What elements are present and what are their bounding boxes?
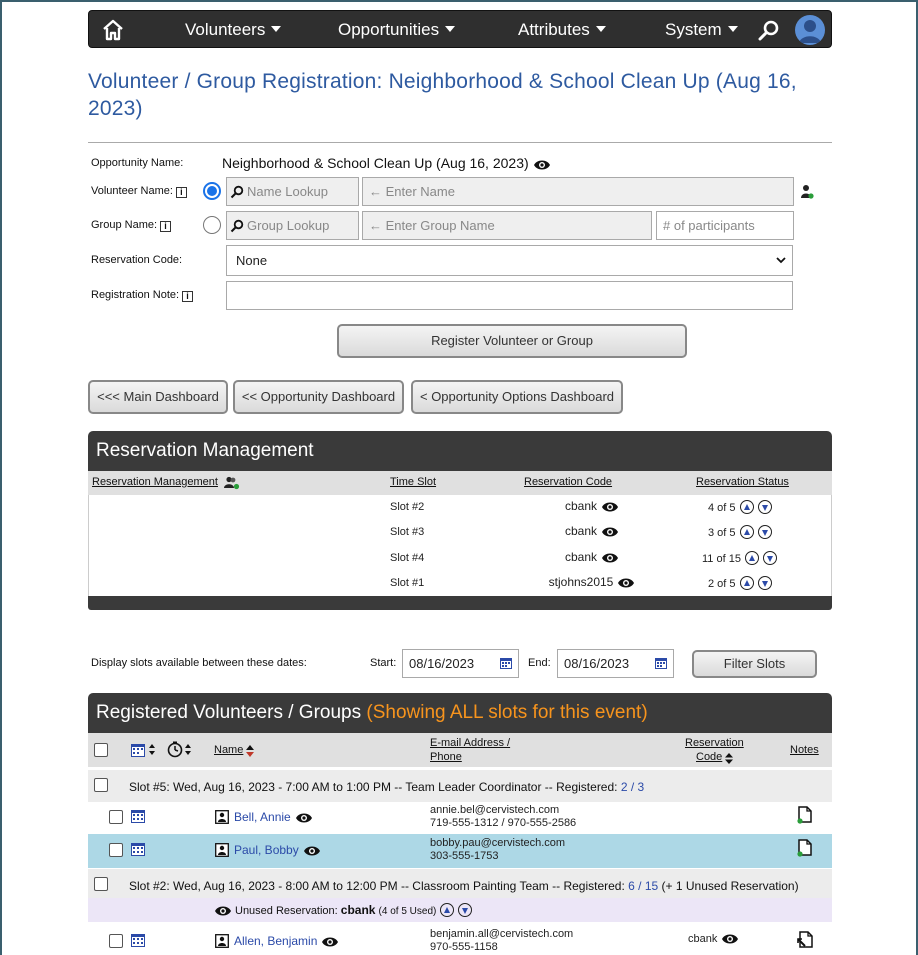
notes-column[interactable]: Notes <box>790 744 819 756</box>
info-icon[interactable]: i <box>182 291 193 302</box>
row-checkbox[interactable] <box>109 810 123 824</box>
time-slot-column[interactable]: Time Slot <box>390 476 437 488</box>
calendar-icon[interactable] <box>499 656 513 670</box>
reservation-status-cell: 2 of 5 <box>708 576 772 590</box>
name-column[interactable]: Name <box>214 744 244 756</box>
start-date-input[interactable]: 08/16/2023 <box>402 649 519 678</box>
arrow-down-icon[interactable] <box>763 551 777 565</box>
nav-attributes[interactable]: Attributes <box>518 20 606 40</box>
end-label: End: <box>528 657 551 669</box>
search-icon <box>230 185 244 199</box>
reservation-code-cell: cbank <box>542 550 642 564</box>
volunteer-name-link[interactable]: Bell, Annie <box>234 810 313 824</box>
row-checkbox[interactable] <box>109 934 123 948</box>
row-checkbox[interactable] <box>109 843 123 857</box>
end-date-input[interactable]: 08/16/2023 <box>557 649 674 678</box>
reservation-status-cell: 4 of 5 <box>708 500 772 514</box>
volunteer-name-link[interactable]: Allen, Benjamin <box>234 934 339 948</box>
volunteer-radio[interactable] <box>203 182 221 200</box>
filter-slots-button[interactable]: Filter Slots <box>692 650 817 678</box>
opportunity-dashboard-button[interactable]: << Opportunity Dashboard <box>233 380 404 414</box>
calendar-icon[interactable] <box>654 656 668 670</box>
date-filter-label: Display slots available between these dates: <box>91 657 307 669</box>
chevron-down-icon <box>271 26 281 32</box>
nav-system[interactable]: System <box>665 20 738 40</box>
group-radio[interactable] <box>203 216 221 234</box>
arrow-up-icon[interactable] <box>740 576 754 590</box>
unused-reservation-text: Unused Reservation: cbank (4 of 5 Used) <box>214 903 472 917</box>
chevron-down-icon <box>776 257 786 264</box>
volunteer-lookup-input[interactable]: Name Lookup <box>226 177 359 206</box>
participants-input[interactable]: # of participants <box>656 211 794 240</box>
calendar-icon[interactable] <box>130 842 146 857</box>
calendar-icon[interactable] <box>130 933 146 948</box>
eye-icon[interactable] <box>601 501 619 513</box>
reservation-code-column-bottom[interactable]: Code <box>696 751 723 763</box>
email-column[interactable]: E-mail Address / <box>430 737 511 749</box>
contact-info: benjamin.all@cervistech.com 970-555-1158 <box>430 928 574 953</box>
edit-note-icon[interactable] <box>797 931 814 948</box>
contact-info: annie.bel@cervistech.com 719-555-1312 / 970-555-2586 <box>430 804 577 829</box>
reservation-code-column[interactable]: Reservation Code <box>524 476 613 488</box>
opportunity-name-label: Opportunity Name: <box>91 157 184 169</box>
info-icon[interactable]: i <box>176 187 187 198</box>
registration-note-label: Registration Note: i <box>91 289 193 302</box>
reservation-code-cell: cbank <box>542 499 642 513</box>
contact-card-icon[interactable] <box>215 934 229 948</box>
calendar-sort-icon[interactable] <box>130 742 156 758</box>
group-lookup-input[interactable]: Group Lookup <box>226 211 359 240</box>
arrow-down-icon[interactable] <box>758 500 772 514</box>
group-name-label: Group Name: i <box>91 219 171 232</box>
volunteer-name-input[interactable]: ← Enter Name <box>362 177 794 206</box>
arrow-up-icon[interactable] <box>740 500 754 514</box>
reservation-panel-footer <box>88 596 832 610</box>
arrow-down-icon[interactable] <box>458 903 472 917</box>
time-slot-cell: Slot #3 <box>390 526 425 538</box>
note-icon[interactable] <box>797 806 813 824</box>
reservation-code-column-top[interactable]: Reservation <box>685 737 744 749</box>
phone-column[interactable]: Phone <box>430 751 462 763</box>
slot-checkbox[interactable] <box>94 778 108 792</box>
group-manage-icon[interactable] <box>224 476 240 490</box>
volunteer-name-label: Volunteer Name: i <box>91 185 187 198</box>
slot-5-heading: Slot #5: Wed, Aug 16, 2023 - 7:00 AM to 1:00 PM -- Team Leader Coordinator -- Registered: 2 / 3 <box>129 780 645 794</box>
arrow-up-icon[interactable] <box>440 903 454 917</box>
contact-card-icon[interactable] <box>215 843 229 857</box>
home-icon[interactable] <box>101 18 125 42</box>
reservation-code-label: Reservation Code: <box>91 254 183 266</box>
arrow-up-icon[interactable] <box>740 525 754 539</box>
eye-icon[interactable] <box>321 936 339 948</box>
time-slot-cell: Slot #2 <box>390 501 425 513</box>
main-dashboard-button[interactable]: <<< Main Dashboard <box>88 380 228 414</box>
arrow-up-icon[interactable] <box>745 551 759 565</box>
nav-volunteers[interactable]: Volunteers <box>185 20 281 40</box>
add-person-icon[interactable] <box>800 184 814 200</box>
volunteer-name-link[interactable]: Paul, Bobby <box>234 843 321 857</box>
sort-icon[interactable] <box>725 753 733 764</box>
time-slot-cell: Slot #4 <box>390 552 425 564</box>
contact-info: bobby.pau@cervistech.com 303-555-1753 <box>430 837 566 862</box>
arrow-down-icon[interactable] <box>758 525 772 539</box>
clock-sort-icon[interactable] <box>167 741 193 758</box>
search-icon <box>230 219 244 233</box>
eye-icon[interactable] <box>601 552 619 564</box>
divider <box>88 142 832 143</box>
time-slot-cell: Slot #1 <box>390 577 425 589</box>
sort-icon[interactable] <box>246 745 254 757</box>
search-icon[interactable] <box>757 19 781 43</box>
group-name-input[interactable]: ← Enter Group Name <box>362 211 652 240</box>
reservation-status-column[interactable]: Reservation Status <box>696 476 789 488</box>
calendar-icon[interactable] <box>130 809 146 824</box>
registration-note-input[interactable] <box>226 281 793 310</box>
reservation-code-cell: cbank <box>688 933 739 945</box>
registered-panel-header: Registered Volunteers / Groups (Showing ALL slots for this event) <box>88 693 832 733</box>
eye-icon[interactable] <box>533 159 551 171</box>
contact-card-icon[interactable] <box>215 810 229 824</box>
opportunity-name-value: Neighborhood & School Clean Up (Aug 16, 2023) <box>222 155 551 171</box>
reservation-code-select[interactable]: None <box>226 245 793 276</box>
eye-icon[interactable] <box>721 933 739 945</box>
eye-icon[interactable] <box>214 905 232 917</box>
note-icon[interactable] <box>797 839 813 857</box>
info-icon[interactable]: i <box>160 221 171 232</box>
reservation-code-cell: cbank <box>542 524 642 538</box>
page-title: Volunteer / Group Registration: Neighborhood & School Clean Up (Aug 16, 2023) <box>88 70 797 120</box>
select-all-checkbox[interactable] <box>94 743 108 757</box>
user-avatar[interactable] <box>795 15 825 45</box>
eye-icon[interactable] <box>303 845 321 857</box>
eye-icon[interactable] <box>617 577 635 589</box>
reservation-panel-header: Reservation Management <box>88 431 832 471</box>
eye-icon[interactable] <box>601 526 619 538</box>
arrow-down-icon[interactable] <box>758 576 772 590</box>
start-label: Start: <box>370 657 397 669</box>
reservation-status-cell: 3 of 5 <box>708 525 772 539</box>
slot-2-heading: Slot #2: Wed, Aug 16, 2023 - 8:00 AM to 12:00 PM -- Classroom Painting Team -- Registered: 6 / 15 (+ 1 Unused Reservation) <box>129 879 799 893</box>
nav-opportunities[interactable]: Opportunities <box>338 20 455 40</box>
top-nav <box>88 10 832 48</box>
chevron-down-icon <box>596 26 606 32</box>
reservation-code-cell: stjohns2015 <box>542 575 642 589</box>
chevron-down-icon <box>728 26 738 32</box>
register-button[interactable]: Register Volunteer or Group <box>337 324 687 358</box>
slot-checkbox[interactable] <box>94 877 108 891</box>
reservation-management-column[interactable]: Reservation Management <box>92 476 218 488</box>
reservation-status-cell: 11 of 15 <box>702 551 777 565</box>
opportunity-options-dashboard-button[interactable]: < Opportunity Options Dashboard <box>411 380 623 414</box>
eye-icon[interactable] <box>295 812 313 824</box>
user-icon <box>795 15 825 45</box>
chevron-down-icon <box>445 26 455 32</box>
